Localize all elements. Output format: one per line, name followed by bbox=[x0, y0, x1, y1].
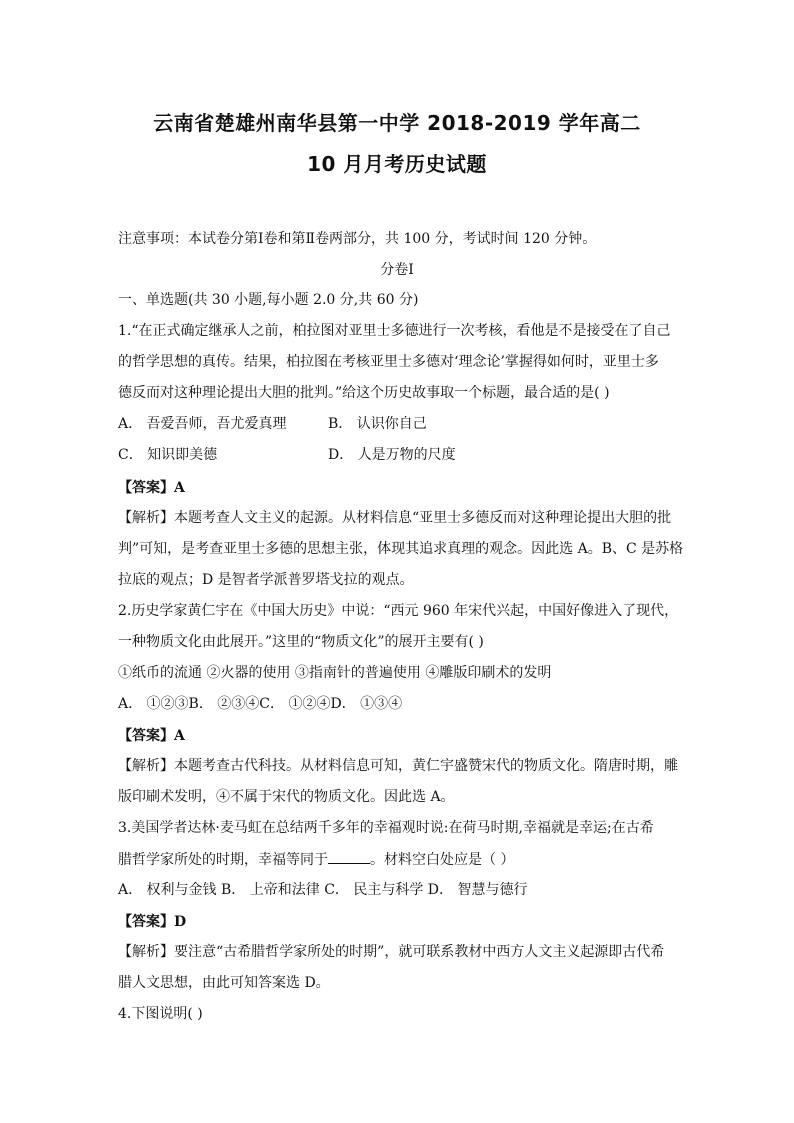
section-label: 分卷Ⅰ bbox=[380, 262, 414, 278]
part-heading: 一、单选题(共 30 小题,每小题 2.0 分,共 60 分) bbox=[118, 292, 419, 308]
q2-stem-line: 2.历史学家黄仁宇在《中国大历史》中说：“西元 960 年宋代兴起，中国好像进入了现代， bbox=[118, 603, 679, 619]
q2-answer: 【答案】A bbox=[118, 728, 185, 744]
exam-title-line1: 云南省楚雄州南华县第一中学 2018-2019 学年高二 bbox=[153, 111, 641, 135]
q1-analysis-line: 拉底的观点；D 是智者学派普罗塔戈拉的观点。 bbox=[118, 572, 414, 588]
q1-option-c: C． 知识即美德 bbox=[118, 447, 218, 463]
q1-stem-line: 的哲学思想的真传。结果，柏拉图在考核亚里士多德对‘理念论’掌握得如何时，亚里士多 bbox=[118, 354, 659, 370]
q2-options: A． ①②③B． ②③④C． ①②④D． ①③④ bbox=[118, 696, 403, 712]
q4-stem-line: 4.下图说明( ) bbox=[118, 1006, 203, 1022]
q3-analysis-line: 【解析】要注意“古希腊哲学家所处的时期”，就可联系教材中西方人文主义起源即古代希 bbox=[118, 944, 665, 960]
q3-analysis-line: 腊人文思想，由此可知答案选 D。 bbox=[118, 975, 330, 991]
q2-items: ①纸币的流通 ②火器的使用 ③指南针的普遍使用 ④雕版印刷术的发明 bbox=[118, 665, 552, 681]
q1-option-a: A． 吾爱吾师，吾尤爱真理 bbox=[118, 416, 287, 432]
exam-title-line2: 10 月月考历史试题 bbox=[307, 152, 487, 176]
q1-answer: 【答案】A bbox=[118, 480, 185, 496]
q3-options: A． 权利与金钱 B． 上帝和法律 C． 民主与科学 D． 智慧与德行 bbox=[118, 882, 528, 898]
q3-stem-post: 。材料空白处应是（ ） bbox=[370, 852, 515, 868]
q2-stem-line: 一种物质文化由此展开。”这里的“物质文化”的展开主要有( ) bbox=[118, 634, 484, 650]
q3-answer: 【答案】D bbox=[118, 914, 187, 930]
q1-stem-line: 1.“在正式确定继承人之前，柏拉图对亚里士多德进行一次考核，看他是不是接受在了自己 bbox=[118, 323, 671, 339]
q2-analysis-line: 版印刷术发明，④不属于宋代的物质文化。因此选 A。 bbox=[118, 789, 455, 805]
q1-option-d: D． 人是万物的尺度 bbox=[328, 447, 456, 463]
q1-option-b: B． 认识你自己 bbox=[328, 416, 427, 432]
q3-stem-line2 bbox=[118, 849, 688, 870]
q1-analysis-line: 【解析】本题考查人文主义的起源。从材料信息“亚里士多德反而对这种理论提出大胆的批 bbox=[118, 510, 672, 526]
q3-stem-line: 3.美国学者达林·麦马虹在总结两千多年的幸福观时说:在荷马时期,幸福就是幸运;在古希 bbox=[118, 820, 654, 836]
notice-text: 注意事项：本试卷分第Ⅰ卷和第Ⅱ卷两部分，共 100 分，考试时间 120 分钟。 bbox=[118, 231, 597, 247]
q1-stem-line: 德反而对这种理论提出大胆的批判。”给这个历史故事取一个标题，最合适的是( ) bbox=[118, 385, 610, 401]
q2-analysis-line: 【解析】本题考查古代科技。从材料信息可知，黄仁宇盛赞宋代的物质文化。隋唐时期，雕 bbox=[118, 758, 678, 774]
q1-analysis-line: 判”可知，是考查亚里士多德的思想主张，体现其追求真理的观念。因此选 A。B、C 是苏格 bbox=[118, 541, 684, 557]
answer-blank bbox=[328, 849, 370, 864]
q3-stem-pre: 腊哲学家所处的时期，幸福等同于 bbox=[118, 852, 328, 868]
